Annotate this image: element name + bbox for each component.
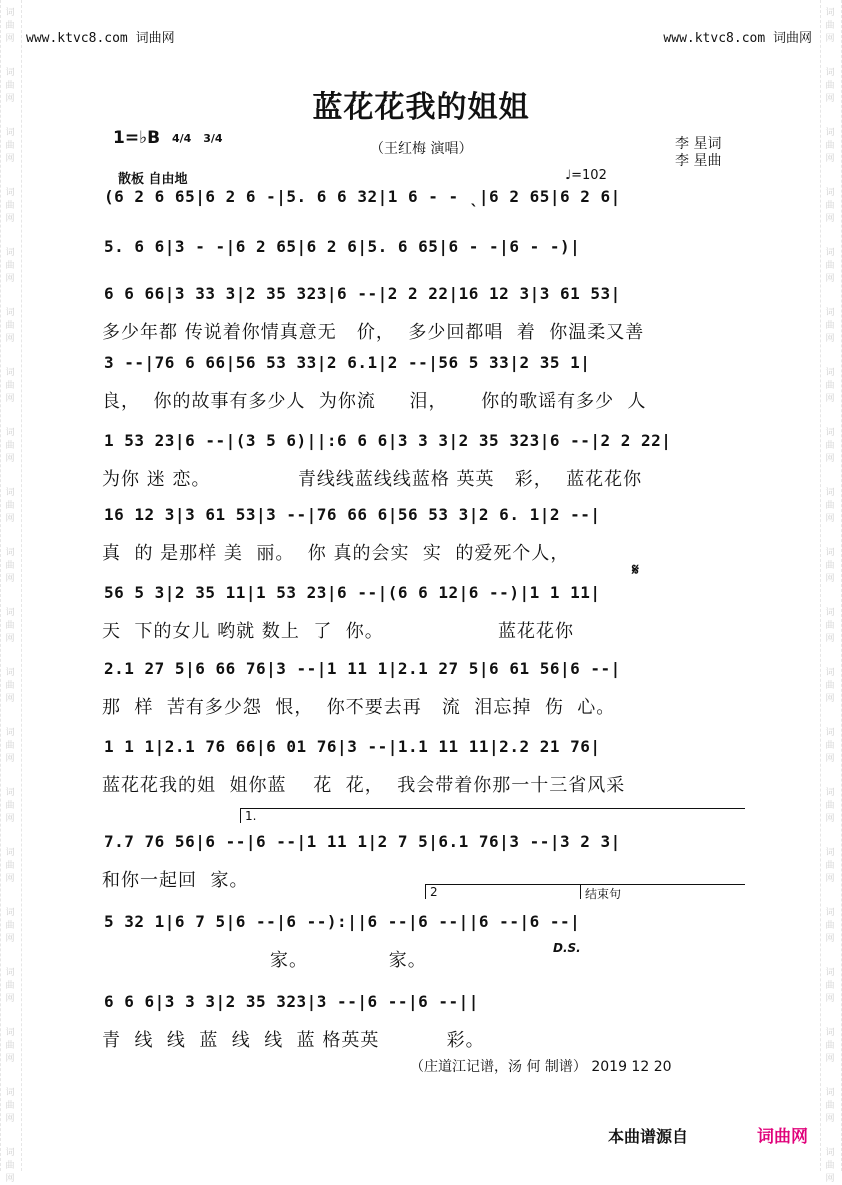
watermark-glyph: 网 [825,1174,835,1184]
watermark-glyph: 网 [5,1054,15,1064]
watermark-glyph: 曲 [5,21,15,31]
watermark-glyph: 曲 [825,561,835,571]
watermark-glyph: 曲 [5,1161,15,1171]
watermark-glyph: 曲 [825,621,835,631]
watermark-glyph: 词 [825,788,835,798]
watermark-glyph: 词 [5,908,15,918]
watermark-glyph: 词 [825,248,835,258]
right-watermark-strip [820,0,842,1184]
watermark-glyph: 曲 [825,801,835,811]
watermark-glyph: 词 [5,548,15,558]
watermark-glyph: 网 [825,34,835,44]
notation-row: 1 53 23|6 --|(3 5 6)||:6 6 6|3 3 3|2 35 323|6 --|2 2 22| [104,431,672,450]
final-ending-label: 结束句 [585,887,622,901]
composer-credit: 李 星曲 [675,153,722,169]
watermark-glyph: 词 [5,968,15,978]
watermark-glyph: 网 [825,394,835,404]
notation-row: 6 6 6|3 3 3|2 35 323|3 --|6 --|6 --|| [104,992,479,1011]
watermark-glyph: 曲 [5,441,15,451]
watermark-glyph: 词 [825,968,835,978]
watermark-glyph: 词 [5,248,15,258]
watermark-glyph: 曲 [825,861,835,871]
watermark-glyph: 网 [5,874,15,884]
watermark-glyph: 词 [825,428,835,438]
watermark-glyph: 词 [5,788,15,798]
watermark-glyph: 词 [5,308,15,318]
lyric-line: 青 线 线 蓝 线 线 蓝 格英英 彩。 [102,1030,485,1051]
watermark-glyph: 词 [5,1148,15,1158]
watermark-glyph: 词 [825,68,835,78]
watermark-glyph: 词 [5,8,15,18]
segno-sign: 𝄋 [632,560,639,579]
watermark-glyph: 网 [825,334,835,344]
watermark-glyph: 网 [825,934,835,944]
watermark-glyph: 曲 [825,381,835,391]
watermark-glyph: 网 [825,754,835,764]
watermark-glyph: 网 [5,694,15,704]
source-label: 本曲谱源自 [608,1127,689,1146]
lyric-line: 真 的 是那样 美 丽。 你 真的会实 实 的爱死个人， [102,543,570,564]
notation-row: 5. 6 6|3 - -|6 2 65|6 2 6|5. 6 65|6 - -|6 - -)| [104,237,581,256]
time-signature-1: 4/4 [171,131,192,145]
ds-marking: D.S. [553,941,581,955]
performer-credit: （王红梅 演唱） [370,141,473,157]
watermark-glyph: 词 [825,908,835,918]
watermark-glyph: 网 [5,814,15,824]
watermark-glyph: 网 [5,394,15,404]
watermark-glyph: 网 [5,214,15,224]
lyric-line: 家。 家。 [102,950,427,971]
watermark-glyph: 曲 [5,861,15,871]
watermark-glyph: 曲 [5,321,15,331]
key-signature [113,128,223,148]
watermark-glyph: 曲 [825,921,835,931]
lyricist-credit: 李 星词 [675,136,722,152]
watermark-glyph: 词 [825,848,835,858]
watermark-glyph: 网 [5,994,15,1004]
notation-row: 5 32 1|6 7 5|6 --|6 --):||6 --|6 --||6 --|6 --| [104,912,581,931]
notation-row: 7.7 76 56|6 --|6 --|1 11 1|2 7 5|6.1 76|3 --|3 2 3| [104,832,621,851]
watermark-glyph: 网 [5,94,15,104]
watermark-glyph: 词 [825,668,835,678]
notation-row: 3 --|76 6 66|56 53 33|2 6.1|2 --|56 5 33|2 35 1| [104,353,591,372]
tempo-marking: ♩=102 [565,168,607,183]
notation-row: (6 2 6 65|6 2 6 -|5. 6 6 32|1 6 - - ˎ|6 2 65|6 2 6| [104,187,621,206]
time-signature-2: 3/4 [203,131,223,145]
watermark-glyph: 曲 [825,21,835,31]
watermark-glyph: 词 [825,488,835,498]
watermark-glyph: 网 [825,154,835,164]
watermark-glyph: 曲 [825,1041,835,1051]
watermark-glyph: 曲 [5,1041,15,1051]
watermark-glyph: 网 [5,934,15,944]
watermark-glyph: 曲 [825,1101,835,1111]
key-label: 1=♭B [113,128,161,148]
watermark-glyph: 曲 [825,681,835,691]
watermark-glyph: 曲 [5,741,15,751]
intro-marking: 散板 自由地 [118,172,188,187]
watermark-glyph: 曲 [5,261,15,271]
watermark-glyph: 网 [825,94,835,104]
brand-logo-text[interactable]: 词曲网 [757,1127,808,1147]
watermark-glyph: 曲 [5,381,15,391]
watermark-glyph: 曲 [825,201,835,211]
first-ending-label: 1. [245,809,257,823]
watermark-glyph: 曲 [825,1161,835,1171]
watermark-glyph: 网 [5,154,15,164]
lyric-line: 多少年都 传说着你情真意无 价， 多少回都唱 着 你温柔又善 [102,322,645,343]
watermark-glyph: 曲 [5,561,15,571]
watermark-glyph: 词 [5,1028,15,1038]
watermark-glyph: 曲 [825,501,835,511]
watermark-glyph: 词 [5,68,15,78]
header-site-left[interactable]: www.ktvc8.com 词曲网 [26,31,175,46]
watermark-glyph: 词 [825,1088,835,1098]
lyric-line: 和你一起回 家。 [102,870,249,891]
watermark-glyph: 曲 [5,141,15,151]
watermark-glyph: 网 [5,34,15,44]
lyric-line: 良， 你的故事有多少人 为你流 泪， 你的歌谣有多少 人 [102,391,647,412]
watermark-glyph: 网 [5,514,15,524]
watermark-glyph: 曲 [5,921,15,931]
watermark-glyph: 网 [5,454,15,464]
notation-row: 16 12 3|3 61 53|3 --|76 66 6|56 53 3|2 6. 1|2 --| [104,505,601,524]
watermark-glyph: 网 [5,634,15,644]
lyric-line: 蓝花花我的姐 姐你蓝 花 花， 我会带着你那一十三省风采 [102,775,626,796]
watermark-glyph: 词 [5,728,15,738]
watermark-glyph: 网 [825,634,835,644]
second-ending-bracket [425,884,580,899]
watermark-glyph: 网 [5,754,15,764]
watermark-glyph: 词 [5,428,15,438]
watermark-glyph: 曲 [825,981,835,991]
watermark-glyph: 曲 [825,141,835,151]
watermark-glyph: 网 [825,574,835,584]
watermark-glyph: 词 [825,188,835,198]
watermark-glyph: 网 [825,454,835,464]
watermark-glyph: 词 [5,128,15,138]
watermark-glyph: 词 [5,488,15,498]
watermark-glyph: 词 [825,1028,835,1038]
lyric-line: 天 下的女儿 哟就 数上 了 你。 蓝花花你 [102,621,575,642]
watermark-glyph: 曲 [5,1101,15,1111]
watermark-glyph: 词 [825,308,835,318]
watermark-glyph: 网 [825,814,835,824]
watermark-glyph: 曲 [5,81,15,91]
song-title: 蓝花花我的姐姐 [312,90,530,125]
watermark-glyph: 词 [825,608,835,618]
watermark-glyph: 曲 [825,441,835,451]
lyric-line: 那 样 苦有多少怨 恨， 你不要去再 流 泪忘掉 伤 心。 [102,697,616,718]
watermark-glyph: 网 [5,1114,15,1124]
watermark-glyph: 网 [5,334,15,344]
watermark-glyph: 词 [5,668,15,678]
watermark-glyph: 词 [5,1088,15,1098]
watermark-glyph: 词 [825,8,835,18]
second-ending-label: 2 [430,885,438,899]
scribe-credit: （庄道江记谱，汤 何 制谱） 2019 12 20 [410,1059,672,1075]
watermark-glyph: 词 [5,848,15,858]
watermark-glyph: 网 [825,274,835,284]
left-watermark-strip [0,0,22,1184]
watermark-glyph: 词 [825,128,835,138]
watermark-glyph: 词 [825,548,835,558]
notation-row: 6 6 66|3 33 3|2 35 323|6 --|2 2 22|16 12 3|3 61 53| [104,284,621,303]
notation-row: 1 1 1|2.1 76 66|6 01 76|3 --|1.1 11 11|2.2 21 76| [104,737,601,756]
watermark-glyph: 曲 [5,981,15,991]
watermark-glyph: 词 [5,188,15,198]
watermark-glyph: 网 [825,1054,835,1064]
watermark-glyph: 词 [5,368,15,378]
watermark-glyph: 曲 [825,741,835,751]
watermark-glyph: 网 [5,1174,15,1184]
watermark-glyph: 词 [825,728,835,738]
watermark-glyph: 曲 [5,681,15,691]
watermark-glyph: 曲 [5,801,15,811]
watermark-glyph: 网 [825,514,835,524]
watermark-glyph: 网 [825,1114,835,1124]
watermark-glyph: 词 [5,608,15,618]
header-site-right[interactable]: www.ktvc8.com 词曲网 [663,31,812,46]
watermark-glyph: 曲 [5,621,15,631]
watermark-glyph: 网 [5,274,15,284]
watermark-glyph: 网 [825,214,835,224]
watermark-glyph: 网 [825,694,835,704]
watermark-glyph: 曲 [825,81,835,91]
watermark-glyph: 曲 [5,201,15,211]
watermark-glyph: 网 [5,574,15,584]
watermark-glyph: 网 [825,994,835,1004]
watermark-glyph: 曲 [825,261,835,271]
watermark-glyph: 词 [825,368,835,378]
first-ending-bracket [240,808,745,823]
watermark-glyph: 曲 [5,501,15,511]
watermark-glyph: 网 [825,874,835,884]
final-ending-bracket [580,884,745,899]
notation-row: 56 5 3|2 35 11|1 53 23|6 --|(6 6 12|6 --)|1 1 11| [104,583,601,602]
notation-row: 2.1 27 5|6 66 76|3 --|1 11 1|2.1 27 5|6 61 56|6 --| [104,659,621,678]
watermark-glyph: 词 [825,1148,835,1158]
watermark-glyph: 曲 [825,321,835,331]
lyric-line: 为你 迷 恋。 青线线蓝线线蓝格 英英 彩， 蓝花花你 [102,469,643,490]
